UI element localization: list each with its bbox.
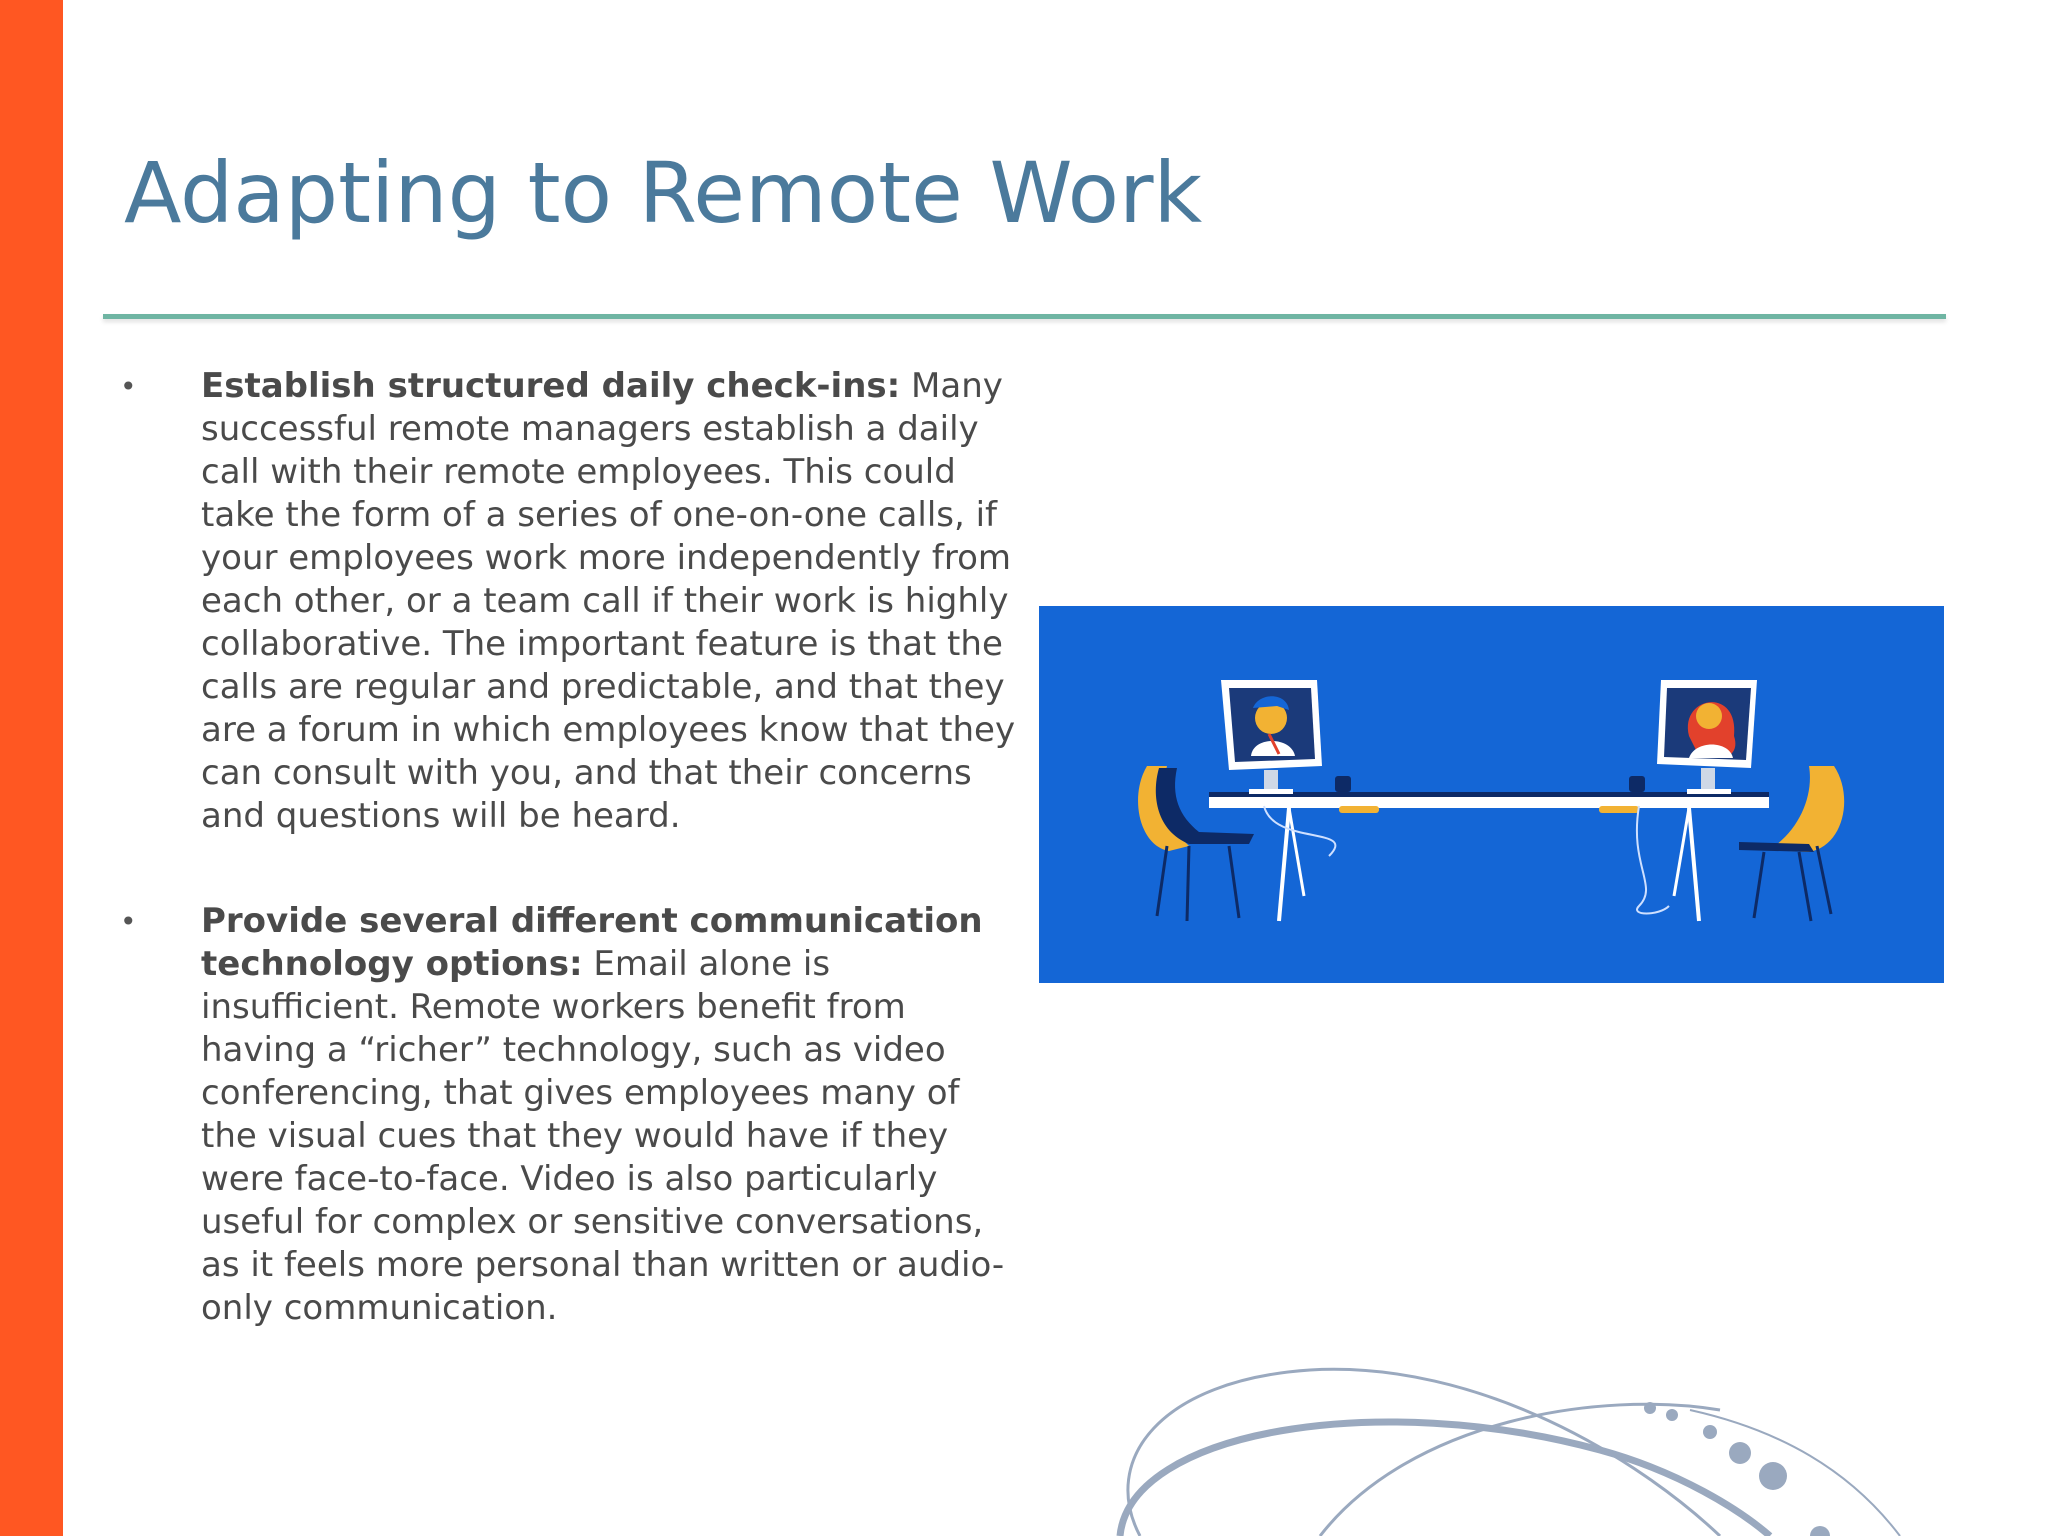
bullet-marker: • (120, 370, 137, 403)
bullet-list (120, 365, 1020, 1330)
slide-title: Adapting to Remote Work (124, 144, 1203, 242)
accent-bar (0, 0, 63, 1536)
bullet-marker: • (120, 905, 137, 938)
desk-top (1209, 796, 1769, 808)
bullet-lead: Provide several different communication technology options: (201, 901, 983, 984)
bullet-lead: Establish structured daily check-ins: (201, 366, 901, 406)
bullet-text: Many successful remote managers establish a daily call with their remote employees. This could take the form of a series of one-on-one calls, if your employees work more independently from each other, or a team call if their work is highly collaborative. The important feature is that the calls are regular and predictable, and that they are a forum in which employees know that they can consult with you, and that their concerns and questions will be heard. (201, 366, 1016, 836)
title-divider (103, 314, 1946, 319)
video-call-illustration (1039, 606, 1944, 983)
decorative-swoosh (1080, 1340, 1980, 1536)
video-call-illustration-art (1039, 606, 1944, 983)
bullet-item (120, 365, 1020, 838)
bullet-item (120, 900, 1020, 1330)
bullet-text: Email alone is insufficient. Remote workers benefit from having a “richer” technology, such as video conferencing, that gives employees many of the visual cues that they would have if they were face-to-face. Video is also particularly useful for complex or sensitive conversations, as it feels more personal than written or audio-only communication. (201, 944, 1005, 1328)
